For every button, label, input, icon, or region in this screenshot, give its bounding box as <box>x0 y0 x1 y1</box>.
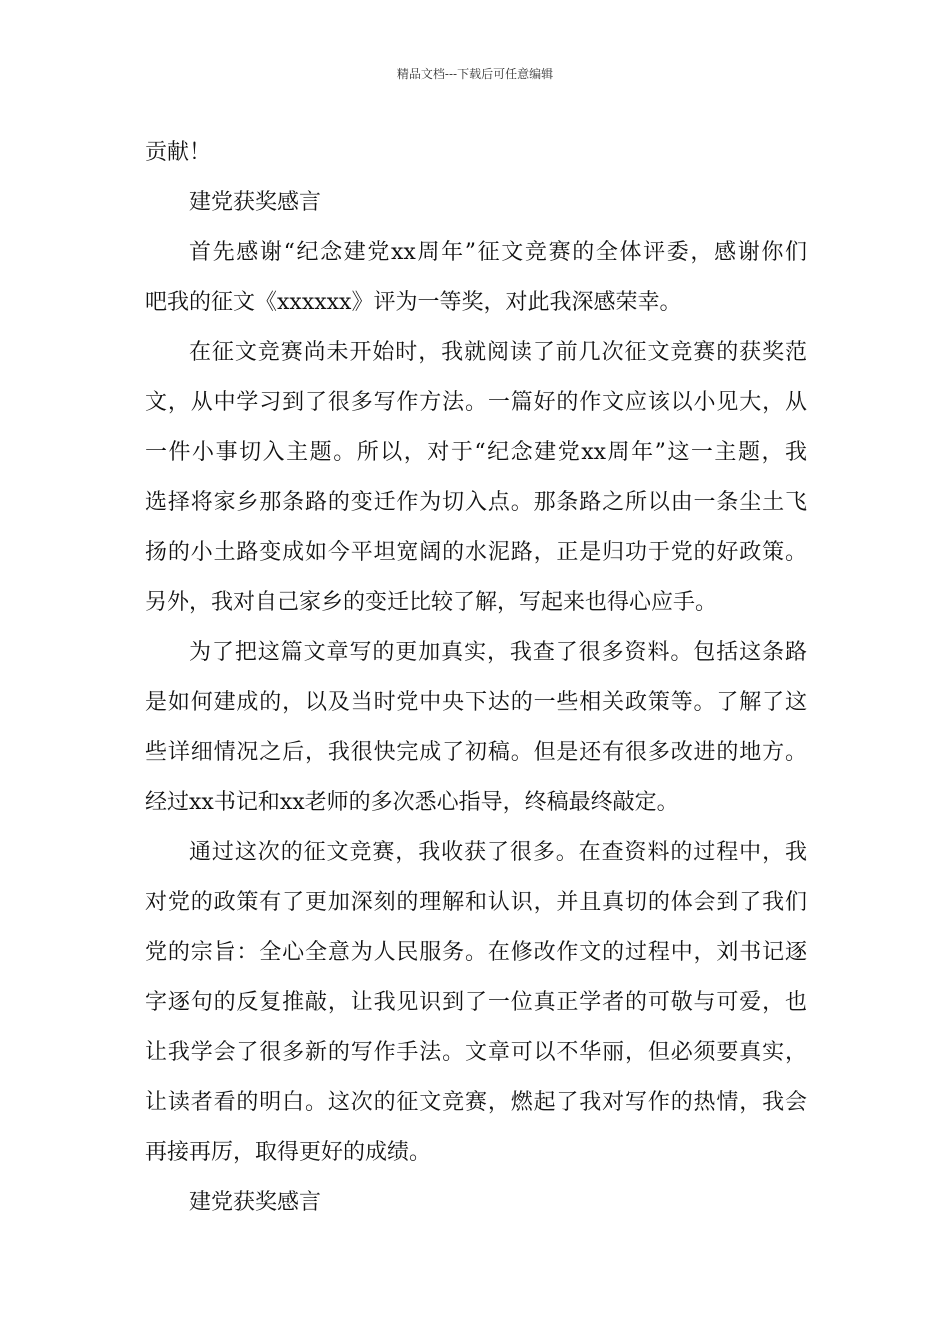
paragraph-line: 经过xx书记和xx老师的多次悉心指导，终稿最终敲定。 <box>145 790 679 815</box>
paragraph-line: 让读者看的明白。这次的征文竞赛，燃起了我对写作的热情，我会 <box>145 1090 807 1115</box>
paragraph-line: 是如何建成的，以及当时党中央下达的一些相关政策等。了解了这 <box>145 690 807 715</box>
paragraph-line: 一件小事切入主题。所以，对于“纪念建党xx周年”这一主题，我 <box>145 440 807 465</box>
page-header: 精品文档---下载后可任意编辑 <box>396 67 554 81</box>
paragraph-line: 首先感谢“纪念建党xx周年”征文竞赛的全体评委，感谢你们 <box>189 240 807 265</box>
paragraph-line: 通过这次的征文竞赛，我收获了很多。在查资料的过程中，我 <box>189 840 807 865</box>
paragraph <box>145 228 807 328</box>
paragraph-line: 在征文竞赛尚未开始时，我就阅读了前几次征文竞赛的获奖范 <box>189 340 807 365</box>
paragraph-line: 再接再厉，取得更好的成绩。 <box>145 1140 432 1165</box>
section-heading <box>145 1178 807 1228</box>
heading-text: 建党获奖感言 <box>189 1190 322 1215</box>
paragraph-line: 让我学会了很多新的写作手法。文章可以不华丽，但必须要真实， <box>145 1040 807 1065</box>
paragraph-line: 些详细情况之后，我很快完成了初稿。但是还有很多改进的地方。 <box>145 740 807 765</box>
section-heading <box>145 178 807 228</box>
paragraph-line: 扬的小土路变成如今平坦宽阔的水泥路，正是归功于党的好政策。 <box>145 540 807 565</box>
paragraph-line: 另外，我对自己家乡的变迁比较了解，写起来也得心应手。 <box>145 590 718 615</box>
paragraph <box>145 828 807 1178</box>
heading-text: 建党获奖感言 <box>189 190 322 215</box>
paragraph-line: 党的宗旨：全心全意为人民服务。在修改作文的过程中，刘书记逐 <box>145 940 807 965</box>
paragraph <box>145 628 807 828</box>
paragraph-line: 吧我的征文《xxxxxx》评为一等奖，对此我深感荣幸。 <box>145 290 682 315</box>
paragraph <box>145 128 807 178</box>
paragraph-line: 文，从中学习到了很多写作方法。一篇好的作文应该以小见大，从 <box>145 390 807 415</box>
paragraph-line: 贡献！ <box>145 140 212 165</box>
paragraph <box>145 328 807 628</box>
document-body <box>145 128 807 1228</box>
paragraph-line: 对党的政策有了更加深刻的理解和认识，并且真切的体会到了我们 <box>145 890 807 915</box>
paragraph-line: 选择将家乡那条路的变迁作为切入点。那条路之所以由一条尘土飞 <box>145 490 807 515</box>
paragraph-line: 字逐句的反复推敲，让我见识到了一位真正学者的可敬与可爱，也 <box>145 990 807 1015</box>
paragraph-line: 为了把这篇文章写的更加真实，我查了很多资料。包括这条路 <box>189 640 807 665</box>
